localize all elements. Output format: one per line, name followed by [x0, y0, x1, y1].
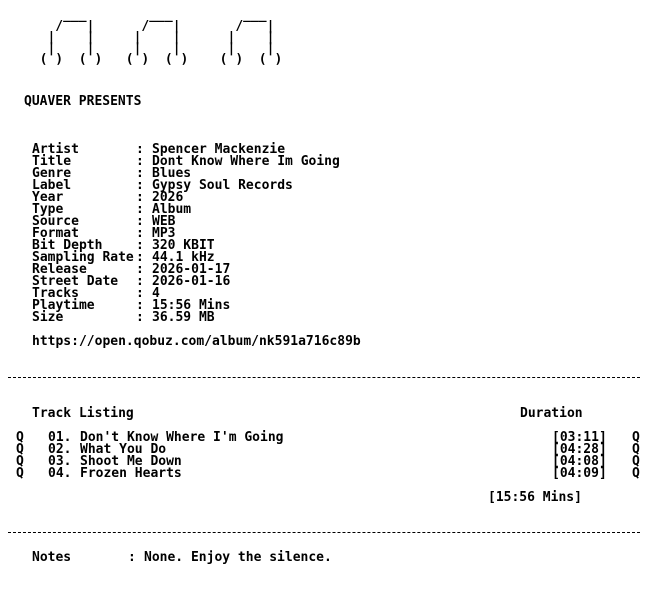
info-row	[0, 252, 648, 264]
track-marker-right: Q	[632, 466, 640, 481]
info-row	[0, 156, 648, 168]
presents-heading: QUAVER PRESENTS	[24, 94, 142, 109]
info-row	[0, 300, 648, 312]
track-title: Frozen Hearts	[80, 466, 182, 481]
info-separator: :	[136, 142, 144, 157]
info-row	[0, 288, 648, 300]
info-separator: :	[136, 286, 144, 301]
track-number: 01.	[48, 430, 72, 445]
info-key: Genre	[32, 166, 72, 181]
info-separator: :	[136, 202, 144, 217]
info-value: WEB	[152, 214, 176, 229]
info-separator: :	[136, 154, 144, 169]
track-marker-left: Q	[16, 466, 24, 481]
info-key: Size	[32, 310, 64, 325]
info-key: Release	[32, 262, 87, 277]
quaver-ascii-logo: ___ ___ ___ / | / | / | | | | | | | | | | | | | ( ) ( ) ( ) ( ) ( ) ( )	[39, 8, 283, 67]
info-value: 320 KBIT	[152, 238, 215, 253]
track-marker-right: Q	[632, 442, 640, 457]
info-key: Title	[32, 154, 72, 169]
album-url: https://open.qobuz.com/album/nk591a716c89b	[32, 334, 361, 349]
info-value: 4	[152, 286, 160, 301]
notes-label: Notes	[32, 550, 72, 565]
info-separator: :	[136, 214, 144, 229]
info-value: Spencer Mackenzie	[152, 142, 286, 157]
track-title: Shoot Me Down	[80, 454, 182, 469]
info-separator: :	[136, 250, 144, 265]
info-value: 2026-01-16	[152, 274, 231, 289]
info-separator: :	[136, 166, 144, 181]
info-value: 2026	[152, 190, 184, 205]
notes-value: None. Enjoy the silence.	[144, 550, 332, 565]
info-key: Type	[32, 202, 64, 217]
info-separator: :	[136, 238, 144, 253]
track-marker-right: Q	[632, 454, 640, 469]
total-duration: [15:56 Mins]	[488, 490, 582, 505]
info-value: 2026-01-17	[152, 262, 231, 277]
track-row	[0, 468, 648, 480]
info-value: Dont Know Where Im Going	[152, 154, 340, 169]
info-row	[0, 312, 648, 324]
track-marker-left: Q	[16, 442, 24, 457]
info-row	[0, 216, 648, 228]
info-key: Format	[32, 226, 79, 241]
track-duration: [04:09]	[552, 466, 607, 481]
info-separator: :	[136, 226, 144, 241]
info-row	[0, 204, 648, 216]
track-marker-left: Q	[16, 454, 24, 469]
info-separator: :	[136, 310, 144, 325]
info-row	[0, 192, 648, 204]
track-marker-right: Q	[632, 430, 640, 445]
track-number: 02.	[48, 442, 72, 457]
info-key: Tracks	[32, 286, 79, 301]
info-key: Source	[32, 214, 79, 229]
info-separator: :	[136, 178, 144, 193]
track-marker-left: Q	[16, 430, 24, 445]
info-key: Year	[32, 190, 64, 205]
info-value: Album	[152, 202, 192, 217]
info-separator: :	[136, 298, 144, 313]
info-value: Gypsy Soul Records	[152, 178, 293, 193]
duration-heading: Duration	[520, 406, 583, 421]
info-key: Sampling Rate	[32, 250, 134, 265]
info-key: Playtime	[32, 298, 95, 313]
notes-separator: :	[128, 550, 136, 565]
track-title: What You Do	[80, 442, 167, 457]
info-key: Artist	[32, 142, 79, 157]
track-listing-heading: Track Listing	[32, 406, 134, 421]
info-value: 15:56 Mins	[152, 298, 231, 313]
info-value: 44.1 kHz	[152, 250, 215, 265]
track-duration: [04:28]	[552, 442, 607, 457]
info-value: 36.59 MB	[152, 310, 215, 325]
info-value: MP3	[152, 226, 176, 241]
separator-top	[8, 377, 640, 378]
track-number: 04.	[48, 466, 72, 481]
info-row	[0, 180, 648, 192]
info-separator: :	[136, 274, 144, 289]
track-number: 03.	[48, 454, 72, 469]
info-separator: :	[136, 190, 144, 205]
info-value: Blues	[152, 166, 192, 181]
info-key: Street Date	[32, 274, 119, 289]
info-separator: :	[136, 262, 144, 277]
info-key: Label	[32, 178, 72, 193]
info-key: Bit Depth	[32, 238, 103, 253]
track-duration: [03:11]	[552, 430, 607, 445]
track-duration: [04:08]	[552, 454, 607, 469]
info-row	[0, 276, 648, 288]
separator-bottom	[8, 532, 640, 533]
track-title: Don't Know Where I'm Going	[80, 430, 284, 445]
info-row	[0, 168, 648, 180]
